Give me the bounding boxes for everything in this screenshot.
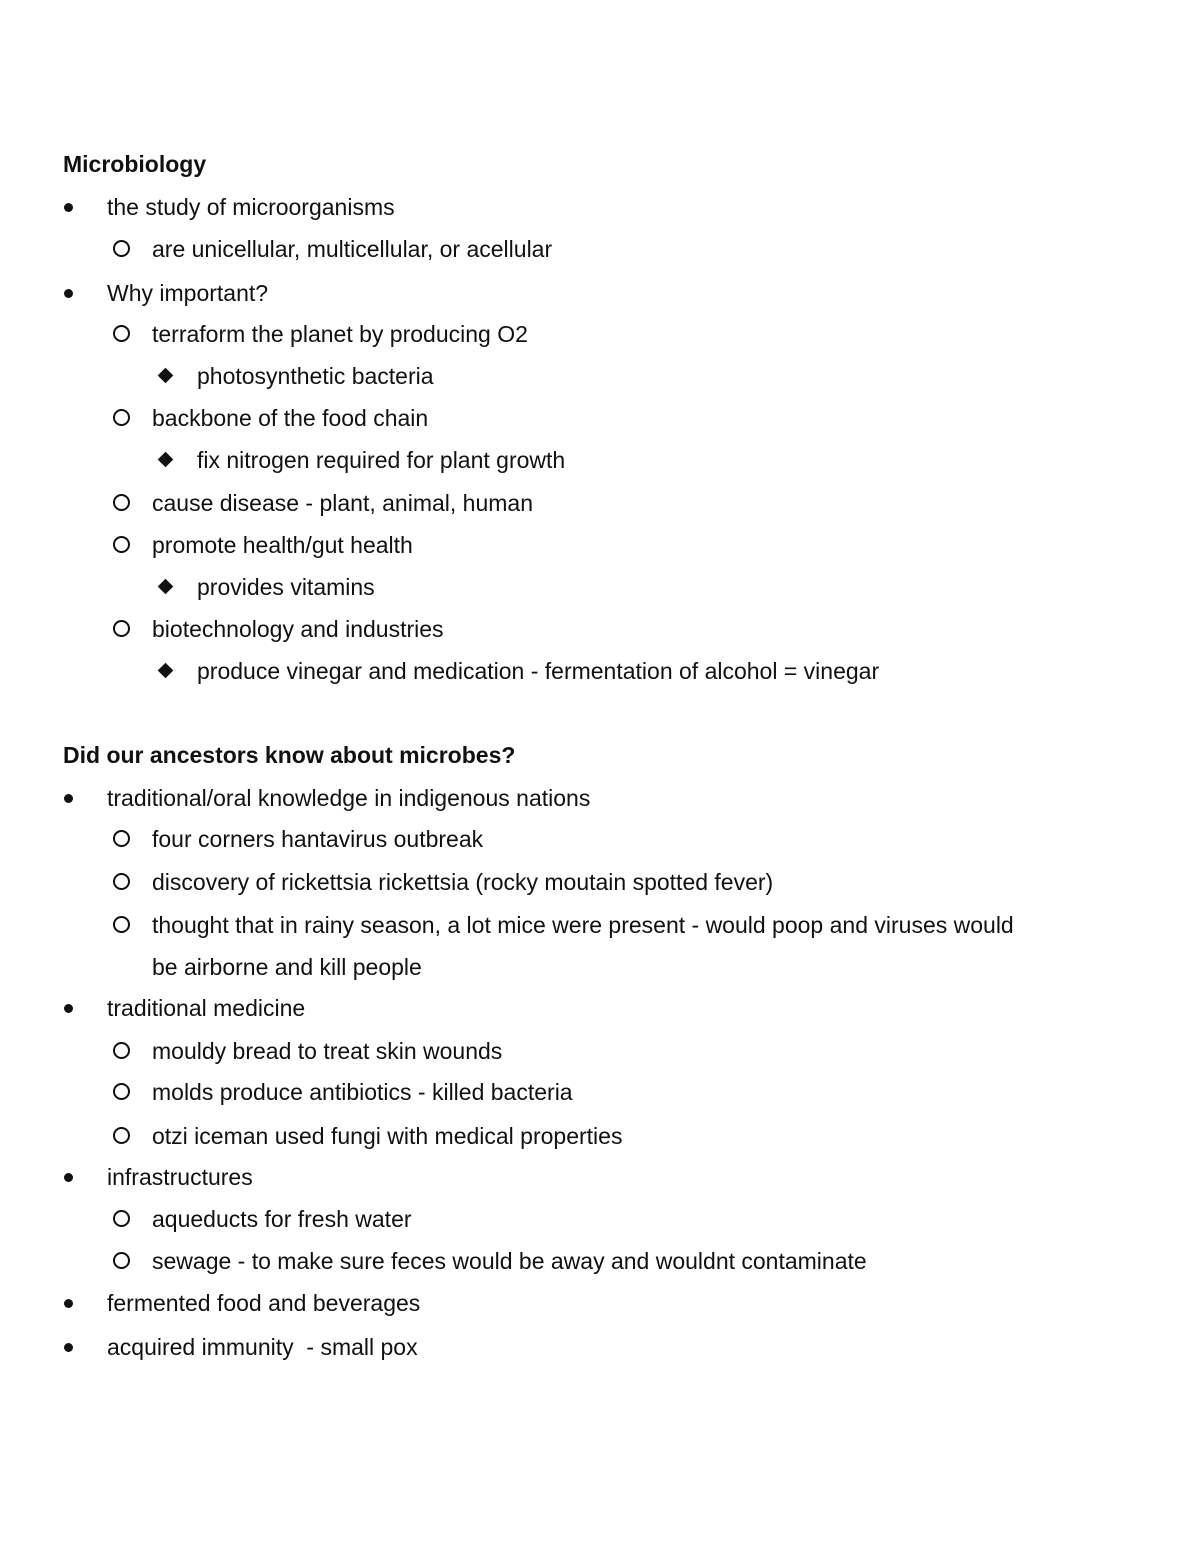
list-item-text: otzi iceman used fungi with medical properties	[152, 1123, 623, 1149]
list-item-text: be airborne and kill people	[152, 954, 422, 980]
diamond-bullet-icon	[158, 452, 174, 468]
list-item-text: traditional/oral knowledge in indigenous nations	[107, 785, 591, 811]
list-item-text: are unicellular, multicellular, or acellular	[152, 236, 553, 262]
list-item-text: discovery of rickettsia rickettsia (rocky moutain spotted fever)	[152, 869, 774, 895]
list-item-text: provides vitamins	[197, 574, 375, 600]
bullet-icon	[64, 203, 73, 212]
circle-bullet-icon	[113, 240, 130, 257]
circle-bullet-icon	[113, 1083, 130, 1100]
circle-bullet-icon	[113, 620, 130, 637]
list-item-text: biotechnology and industries	[152, 616, 444, 642]
list-item-text: terraform the planet by producing O2	[152, 321, 528, 347]
list-item-text: mouldy bread to treat skin wounds	[152, 1038, 503, 1064]
list-item-text: sewage - to make sure feces would be away and wouldnt contaminate	[152, 1248, 867, 1274]
list-item-text: promote health/gut health	[152, 532, 413, 558]
list-item-text: infrastructures	[107, 1164, 253, 1190]
circle-bullet-icon	[113, 873, 130, 890]
section-heading-microbiology: Microbiology	[63, 151, 207, 177]
bullet-icon	[64, 1299, 73, 1308]
circle-bullet-icon	[113, 1127, 130, 1144]
circle-bullet-icon	[113, 1252, 130, 1269]
list-item-text: traditional medicine	[107, 995, 306, 1021]
bullet-icon	[64, 1004, 73, 1013]
list-item-text: aqueducts for fresh water	[152, 1206, 412, 1232]
circle-bullet-icon	[113, 494, 130, 511]
diamond-bullet-icon	[158, 579, 174, 595]
bullet-icon	[64, 794, 73, 803]
list-item-text: thought that in rainy season, a lot mice were present - would poop and viruses would	[152, 912, 1014, 938]
list-item-text: molds produce antibiotics - killed bacteria	[152, 1079, 573, 1105]
list-item-text: cause disease - plant, animal, human	[152, 490, 533, 516]
circle-bullet-icon	[113, 536, 130, 553]
section-heading-ancestors: Did our ancestors know about microbes?	[63, 742, 516, 768]
circle-bullet-icon	[113, 916, 130, 933]
list-item-text: fermented food and beverages	[107, 1290, 421, 1316]
bullet-icon	[64, 1343, 73, 1352]
diamond-bullet-icon	[158, 368, 174, 384]
list-item-text: backbone of the food chain	[152, 405, 429, 431]
diamond-bullet-icon	[158, 663, 174, 679]
list-item-text: the study of microorganisms	[107, 194, 395, 220]
list-item-text: acquired immunity - small pox	[107, 1334, 418, 1360]
list-item-text: fix nitrogen required for plant growth	[197, 447, 566, 473]
bullet-icon	[64, 1173, 73, 1182]
circle-bullet-icon	[113, 325, 130, 342]
circle-bullet-icon	[113, 1210, 130, 1227]
bullet-icon	[64, 289, 73, 298]
circle-bullet-icon	[113, 830, 130, 847]
list-item-text: photosynthetic bacteria	[197, 363, 434, 389]
list-item-text: produce vinegar and medication - fermentation of alcohol = vinegar	[197, 658, 880, 684]
circle-bullet-icon	[113, 409, 130, 426]
circle-bullet-icon	[113, 1042, 130, 1059]
list-item-text: Why important?	[107, 280, 269, 306]
list-item-text: four corners hantavirus outbreak	[152, 826, 484, 852]
